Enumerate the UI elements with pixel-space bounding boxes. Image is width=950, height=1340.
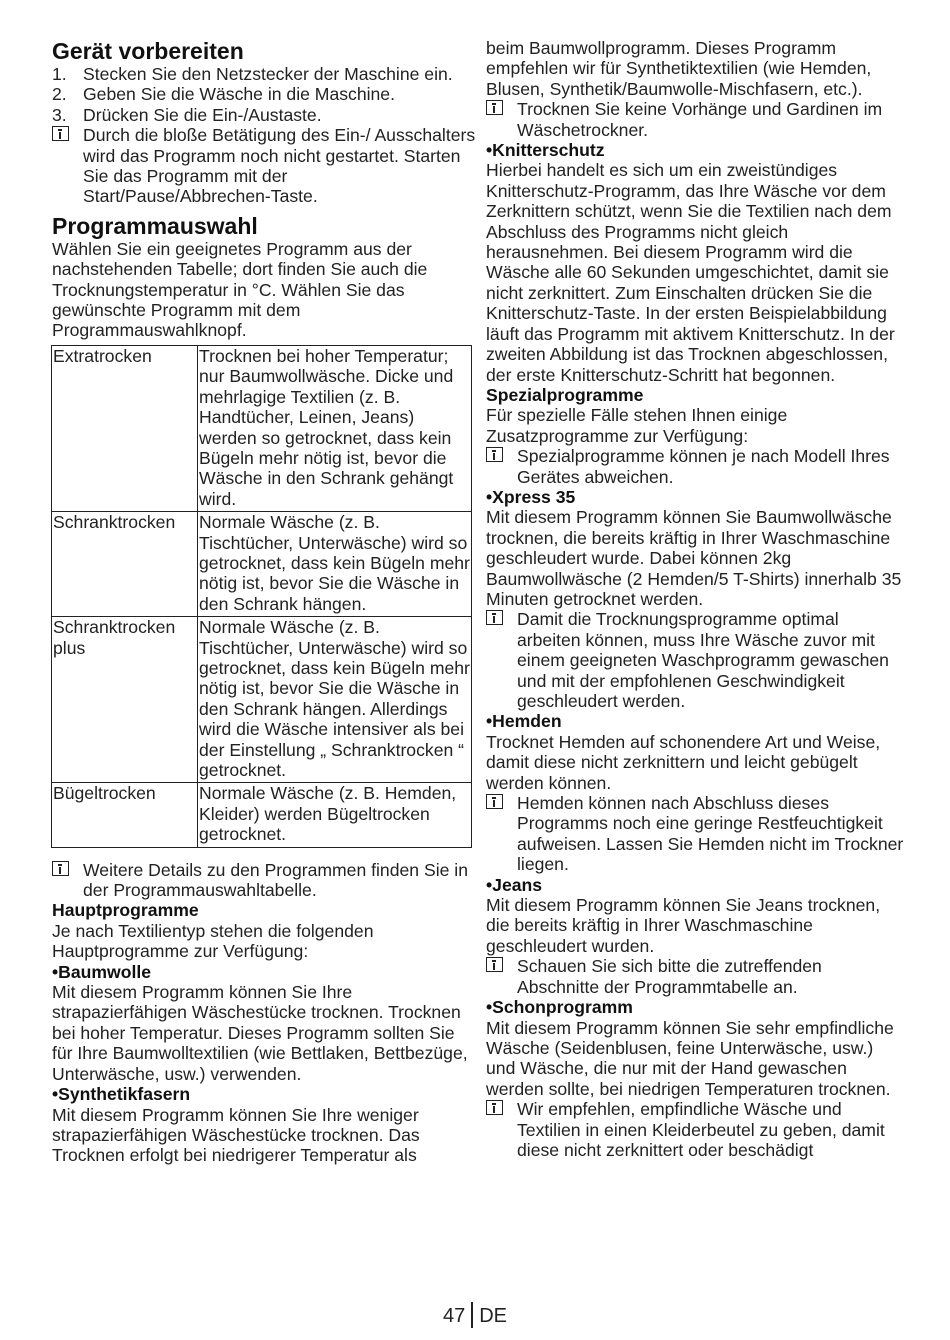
step-item bbox=[52, 105, 476, 125]
step-text: Geben Sie die Wäsche in die Maschine. bbox=[83, 84, 395, 105]
section-title: Hauptprogramme bbox=[52, 900, 199, 921]
step-item bbox=[52, 64, 476, 84]
program-text: Mit diesem Programm können Sie sehr empfindliche Wäsche (Seidenblusen, feine Unterwäsche, usw.) und Wäsche, die nur mit der Hand gewaschen werden sollte, bei niedrigen Temperaturen trocknen. bbox=[486, 1017, 894, 1099]
step-number: 3. bbox=[52, 104, 67, 125]
info-icon bbox=[52, 126, 69, 141]
program-title: •Schonprogramm bbox=[486, 997, 633, 1018]
step-number: 1. bbox=[52, 64, 67, 84]
info-note bbox=[486, 99, 906, 140]
info-icon bbox=[486, 447, 503, 462]
info-icon bbox=[486, 957, 503, 972]
program-text: Mit diesem Programm können Sie Jeans trocknen, die bereits kräftig in Ihrer Waschmaschine geschleudert wurden. bbox=[486, 895, 881, 956]
page-number: 47 bbox=[442, 1305, 466, 1327]
programmauswahl-intro: Wählen Sie ein geeignetes Programm aus der nachstehenden Tabelle; dort finden Sie auch die Trocknungstemperatur in °C. Wählen Sie das gewünschte Programm mit dem Programmauswahlknopf. bbox=[52, 238, 428, 341]
info-note-text: Spezialprogramme können je nach Modell Ihres Gerätes abweichen. bbox=[517, 446, 890, 487]
info-note-text: Damit die Trocknungsprogramme optimal arbeiten können, muss Ihre Wäsche zuvor mit einem geeigneten Waschprogramm gewaschen und mit der empfohlenen Geschwindigkeit geschleudert werden. bbox=[517, 609, 889, 711]
info-note-text: Hemden können nach Abschluss dieses Programms noch eine geringe Restfeuchtigkeit aufweisen. Lassen Sie Hemden nicht im Trockner liegen. bbox=[517, 793, 904, 875]
program-description: Normale Wäsche (z. B. Tischtücher, Unterwäsche) wird so getrocknet, dass kein Bügeln mehr nötig ist, bevor Sie die Wäsche in den Schrank hängen. Allerdings wird die Wäsche intensiver als bei der Einstellung „ Schranktrocken “ getrocknet. bbox=[198, 617, 472, 783]
info-icon bbox=[486, 100, 503, 115]
program-title: •Hemden bbox=[486, 711, 562, 732]
section-text: Je nach Textilientyp stehen die folgenden Hauptprogramme zur Verfügung: bbox=[52, 920, 374, 962]
program-description: Trocknen bei hoher Temperatur; nur Baumwollwäsche. Dicke und mehrlagige Textilien (z. B. Handtücher, Leinen, Jeans) werden so getrocknet, dass kein Bügeln mehr nötig ist, bevor die Wäsche in den Schrank gehängt wird. bbox=[198, 345, 472, 511]
program-name: Bügeltrocken bbox=[52, 783, 198, 847]
info-note bbox=[486, 1099, 906, 1160]
table-row bbox=[52, 512, 472, 617]
info-icon bbox=[486, 610, 503, 625]
info-icon bbox=[486, 1100, 503, 1115]
program-title: •Jeans bbox=[486, 874, 543, 895]
program-text: Trocknet Hemden auf schonendere Art und Weise, damit diese nicht zerknittern und leicht gebügelt werden können. bbox=[486, 731, 881, 793]
info-icon bbox=[52, 861, 69, 876]
info-note-text: Wir empfehlen, empfindliche Wäsche und Textilien in einen Kleiderbeutel zu geben, damit diese nicht zerknittert oder beschädigt bbox=[517, 1099, 885, 1160]
program-description: Normale Wäsche (z. B. Tischtücher, Unterwäsche) wird so getrocknet, dass kein Bügeln mehr nötig ist, bevor Sie die Wäsche in den Schrank hängen. bbox=[198, 512, 472, 617]
step-number: 2. bbox=[52, 84, 67, 105]
left-column bbox=[52, 38, 476, 1166]
info-note bbox=[52, 860, 476, 901]
program-title: •Knitterschutz bbox=[486, 140, 605, 161]
footer-divider bbox=[471, 1302, 473, 1328]
language-code: DE bbox=[479, 1305, 508, 1327]
section-text: Für spezielle Fälle stehen Ihnen einige Zusatzprogramme zur Verfügung: bbox=[486, 405, 788, 446]
table-row bbox=[52, 783, 472, 847]
info-note-text: Weitere Details zu den Programmen finden Sie in der Programmauswahltabelle. bbox=[83, 859, 468, 901]
program-name: Schranktrocken plus bbox=[52, 617, 198, 783]
info-note bbox=[486, 956, 906, 997]
program-title: •Baumwolle bbox=[52, 961, 152, 982]
step-item bbox=[52, 84, 476, 104]
table-row bbox=[52, 345, 472, 511]
right-column bbox=[486, 38, 906, 1160]
program-text: beim Baumwollprogramm. Dieses Programm empfehlen wir für Synthetiktextilien (wie Hemden, Blusen, Synthetik/Baumwolle-Mischfasern, etc.). bbox=[486, 38, 872, 99]
heading-geraet-vorbereiten: Gerät vorbereiten bbox=[52, 38, 244, 64]
info-note bbox=[486, 446, 906, 487]
info-note bbox=[486, 609, 906, 711]
program-title: •Synthetikfasern bbox=[52, 1084, 191, 1105]
program-text: Mit diesem Programm können Sie Ihre strapazierfähigen Wäschestücke trocknen. Trocknen bei hoher Temperatur. Dieses Programm sollten Sie für Ihre Baumwolltextilien (wie Bettlaken, Bettbezüge, Unterwäsche, usw.) verwenden. bbox=[52, 982, 468, 1084]
heading-programmauswahl: Programmauswahl bbox=[52, 212, 258, 239]
table-row bbox=[52, 617, 472, 783]
program-text: Mit diesem Programm können Sie Baumwollwäsche trocknen, die bereits kräftig in Ihrer Waschmaschine geschleudert wurde. Dabei können 2kg Baumwollwäsche (2 Hemden/5 T-Shirts) innerhalb 35 Minuten getrocknet werden. bbox=[486, 507, 902, 609]
info-note-text: Durch die bloße Betätigung des Ein-/ Ausschalters wird das Programm noch nicht gestartet. Starten Sie das Programm mit der Start/Pause/Abbrechen-Taste. bbox=[83, 125, 476, 207]
program-table bbox=[51, 345, 472, 848]
program-text: Hierbei handelt es sich um ein zweistündiges Knitterschutz-Programm, das Ihre Wäsche vor dem Zerknittern schützt, wenn Sie die Textilien nach dem Abschluss des Programms nicht gleich herausnehmen. Bei diesem Programm wird die Wäsche alle 60 Sekunden umgeschichtet, damit sie nicht zerknittert. Zum Einschalten drücken Sie die Knitterschutz-Taste. In der ersten Beispielabbildung läuft das Programm mit aktivem Knitterschutz. In der zweiten Abbildung ist das Trocknen abgeschlossen, der erste Knitterschutz-Schritt hat begonnen. bbox=[486, 160, 895, 385]
program-name: Schranktrocken bbox=[52, 512, 198, 617]
program-description: Normale Wäsche (z. B. Hemden, Kleider) werden Bügeltrocken getrocknet. bbox=[198, 783, 472, 847]
program-text: Mit diesem Programm können Sie Ihre weniger strapazierfähigen Wäschestücke trocknen. Das Trocknen erfolgt bei niedrigerer Temperatur als bbox=[52, 1104, 420, 1166]
info-note-text: Schauen Sie sich bitte die zutreffenden Abschnitte der Programmtabelle an. bbox=[517, 956, 822, 997]
page-footer bbox=[0, 1302, 950, 1328]
section-title: Spezialprogramme bbox=[486, 384, 644, 405]
info-note-text: Trocknen Sie keine Vorhänge und Gardinen im Wäschetrockner. bbox=[517, 99, 883, 140]
program-title: •Xpress 35 bbox=[486, 486, 576, 507]
step-text: Stecken Sie den Netzstecker der Maschine ein. bbox=[83, 64, 453, 84]
step-text: Drücken Sie die Ein-/Austaste. bbox=[83, 104, 322, 125]
info-icon bbox=[486, 794, 503, 809]
info-note bbox=[52, 125, 476, 207]
info-note bbox=[486, 793, 906, 875]
program-name: Extratrocken bbox=[52, 345, 198, 511]
preparation-steps bbox=[52, 64, 476, 125]
